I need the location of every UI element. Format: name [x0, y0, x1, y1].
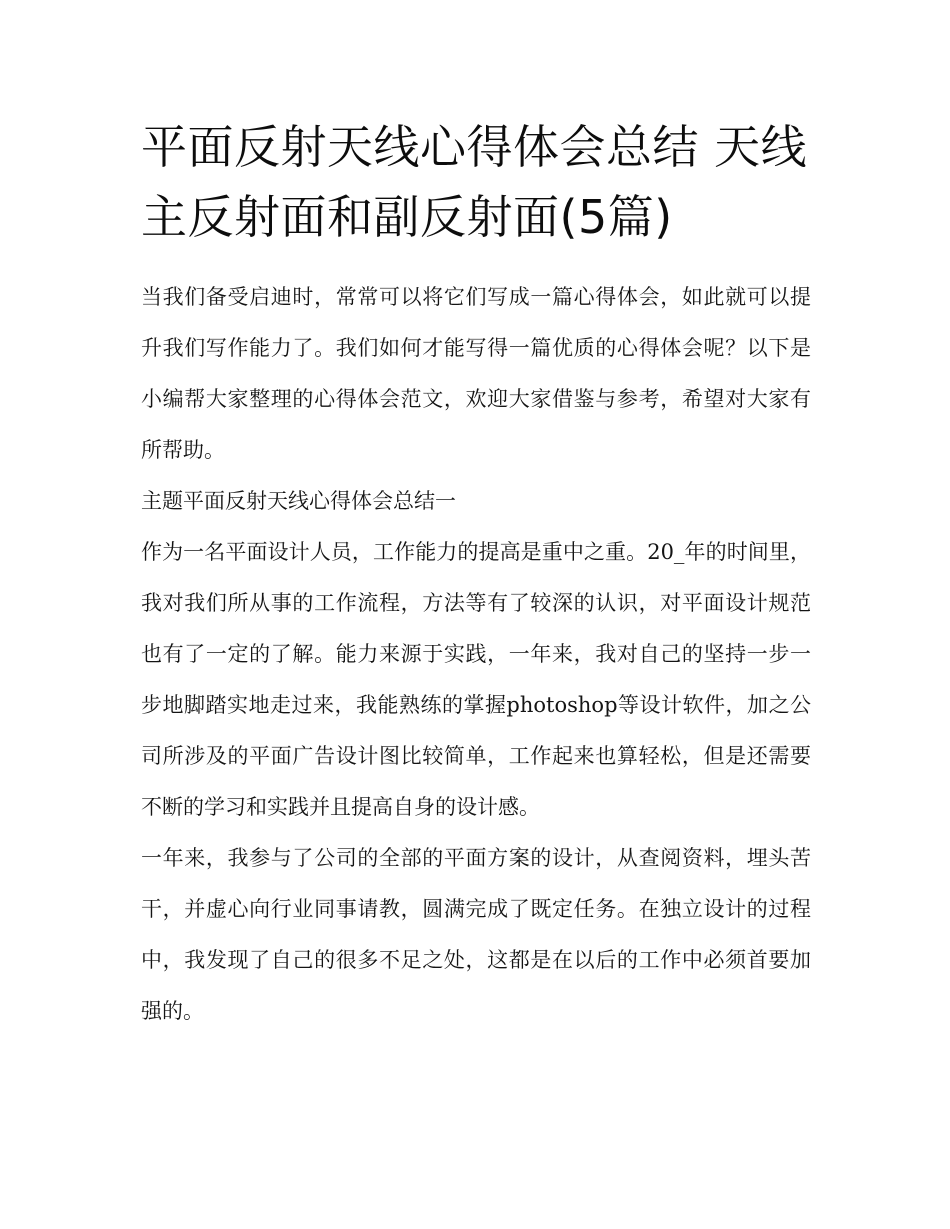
intro-paragraph: 当我们备受启迪时，常常可以将它们写成一篇心得体会，如此就可以提升我们写作能力了。我们如何才能写得一篇优质的心得体会呢？以下是小编帮大家整理的心得体会范文，欢迎大家借鉴与参考，希望对大家有所帮助。 [141, 285, 811, 462]
document-body [141, 272, 811, 1037]
document-content [141, 112, 811, 1037]
section-heading: 主题平面反射天线心得体会总结一 [141, 489, 456, 513]
document-title: 平面反射天线心得体会总结 天线主反射面和副反射面(5篇) [141, 120, 808, 244]
body-paragraph: 一年来，我参与了公司的全部的平面方案的设计，从查阅资料，埋头苦干，并虚心向行业同事请教，圆满完成了既定任务。在独立设计的过程中，我发现了自己的很多不足之处，这都是在以后的工作中必须首要加强的。 [141, 846, 811, 1023]
body-paragraph: 作为一名平面设计人员，工作能力的提高是重中之重。20_年的时间里，我对我们所从事的工作流程，方法等有了较深的认识，对平面设计规范也有了一定的了解。能力来源于实践，一年来，我对自己的坚持一步一步地脚踏实地走过来，我能熟练的掌握photoshop等设计软件，加之公司所涉及的平面广告设计图比较简单，工作起来也算轻松，但是还需要不断的学习和实践并且提高自身的设计感。 [141, 540, 811, 819]
